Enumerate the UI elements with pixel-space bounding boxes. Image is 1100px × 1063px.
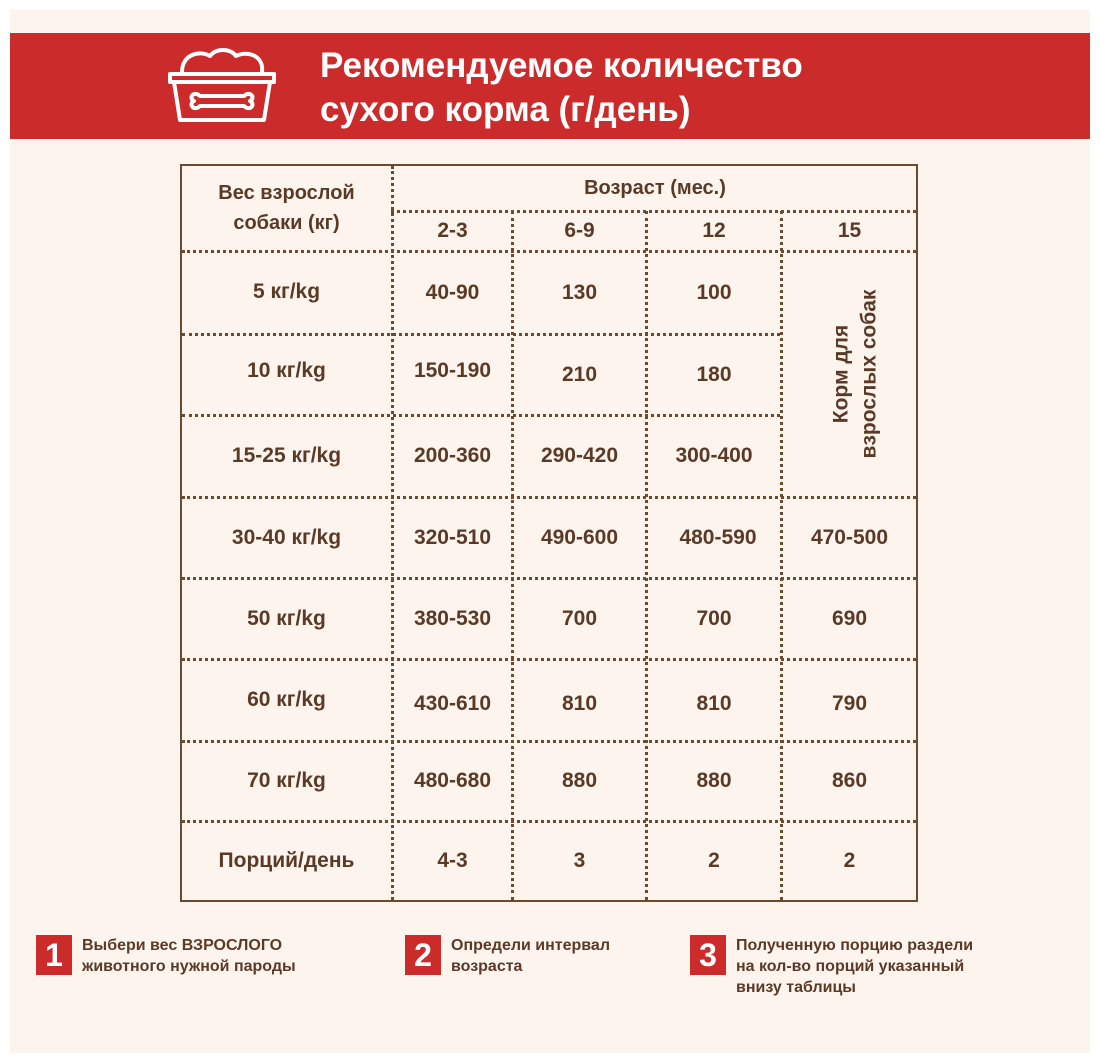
portions-cell: 4-3 [437, 849, 468, 872]
portions-cell: 3 [573, 849, 586, 872]
step-text [736, 935, 973, 998]
table-cell: 700 [561, 606, 598, 630]
age-col-6-9: 6-9 [564, 219, 595, 242]
page-title [320, 44, 1020, 132]
table-cell: 470-500 [810, 525, 889, 549]
table-cell: 200-360 [413, 444, 492, 467]
step-2 [405, 935, 610, 977]
table-cell: 790 [831, 692, 868, 715]
table-cell: 430-610 [413, 692, 492, 715]
age-col-12: 12 [702, 219, 726, 242]
portions-cell: 2 [708, 849, 720, 872]
table-cell: 300-400 [675, 444, 753, 467]
table-cell: 150-190 [413, 359, 492, 382]
step-text [451, 935, 610, 977]
table-cell: 130 [561, 280, 598, 304]
adult-food-note [792, 250, 918, 497]
weight-header-line-1: Вес взрослой [218, 182, 355, 204]
table-cell: 100 [696, 280, 732, 304]
step-line: Выбери вес ВЗРОСЛОГО [82, 937, 283, 954]
age-col-15: 15 [837, 219, 862, 242]
portions-label: Порций/день [218, 849, 355, 872]
row-weight: 15-25 кг/kg [231, 444, 342, 467]
table-cell: 490-600 [540, 525, 619, 549]
step-line: Полученную порцию раздели [736, 937, 974, 954]
step-line: на кол-во порций указанный [736, 958, 965, 975]
table-cell: 480-680 [413, 769, 492, 792]
table-cell: 380-530 [413, 606, 492, 630]
table-cell: 880 [696, 769, 732, 792]
table-cell: 860 [831, 769, 868, 792]
table-cell: 480-590 [679, 525, 757, 549]
step-line: животного нужной пароды [82, 958, 296, 975]
table-cell: 180 [696, 362, 732, 386]
table-cell: 700 [696, 606, 732, 630]
row-weight: 5 кг/kg [252, 280, 321, 303]
age-column-header: Возраст (мес.) [584, 176, 726, 199]
table-cell: 690 [831, 606, 868, 630]
age-col-2-3: 2-3 [437, 219, 468, 242]
step-1 [36, 935, 296, 977]
portions-cell: 2 [843, 849, 856, 872]
title-line-2: сухого корма (г/день) [320, 90, 691, 129]
adult-note-line-2: взрослых собак [857, 289, 880, 458]
step-line: внизу таблицы [736, 979, 856, 996]
table-cell: 810 [561, 692, 598, 715]
weight-column-header [182, 166, 391, 250]
dog-food-bowl-icon [160, 44, 284, 128]
table-cell: 320-510 [413, 525, 492, 549]
step-number-badge: 3 [690, 935, 726, 975]
table-cell: 210 [561, 362, 598, 386]
step-line: возраста [451, 958, 523, 975]
title-line-1: Рекомендуемое количество [320, 46, 803, 85]
table-cell: 40-90 [425, 280, 480, 304]
row-weight: 10 кг/kg [247, 359, 326, 382]
table-cell: 290-420 [540, 444, 619, 467]
weight-header-line-2: собаки (кг) [233, 212, 340, 234]
row-weight: 70 кг/kg [247, 769, 326, 792]
row-weight: 50 кг/kg [247, 606, 326, 630]
step-3 [690, 935, 973, 998]
step-text [82, 935, 296, 977]
step-number-badge: 2 [405, 935, 441, 975]
row-weight: 60 кг/kg [247, 688, 326, 711]
adult-note-line-1: Корм для [829, 324, 852, 423]
step-number-badge: 1 [36, 935, 72, 975]
step-line: Определи интервал [451, 937, 610, 954]
table-cell: 880 [561, 769, 598, 792]
row-weight: 30-40 кг/kg [231, 525, 342, 549]
table-cell: 810 [696, 692, 732, 715]
